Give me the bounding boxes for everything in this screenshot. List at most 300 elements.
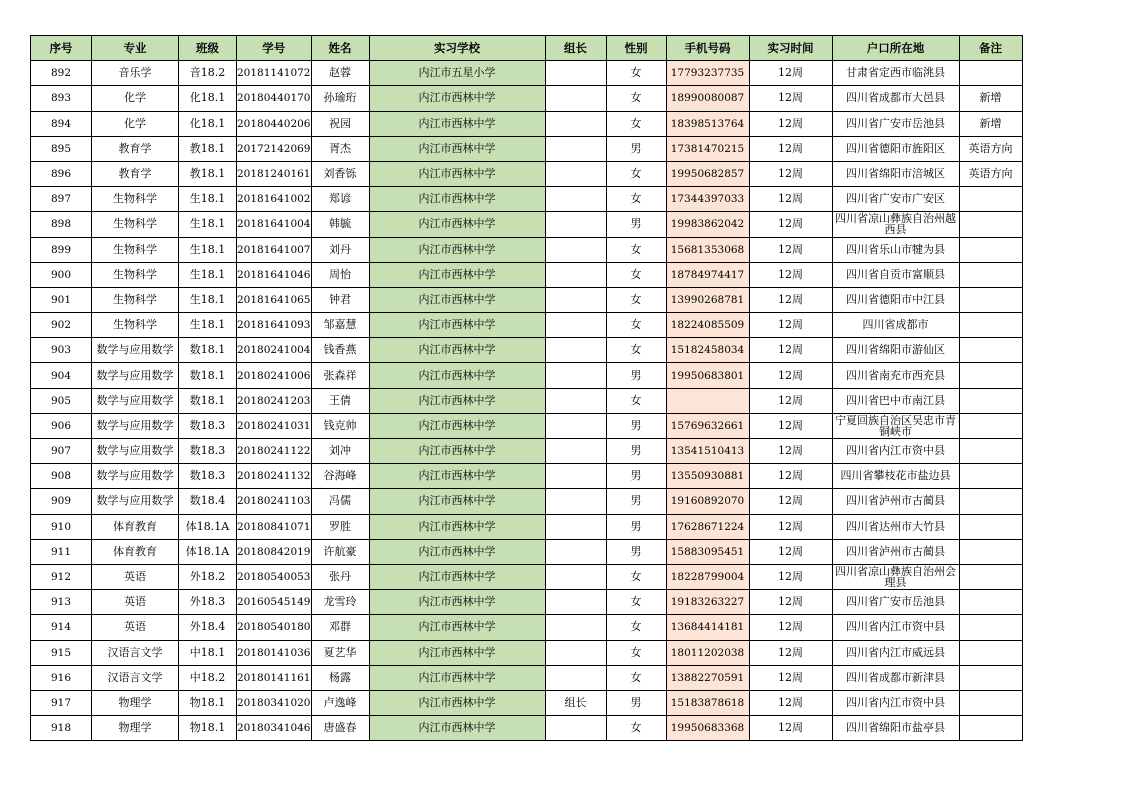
cell-duration: 12周 xyxy=(749,136,832,161)
cell-gender: 女 xyxy=(606,716,666,741)
cell-no: 918 xyxy=(31,716,92,741)
cell-duration: 12周 xyxy=(749,111,832,136)
cell-no: 916 xyxy=(31,665,92,690)
header-cell-class: 班级 xyxy=(179,36,237,61)
cell-gender: 女 xyxy=(606,287,666,312)
table-row xyxy=(31,111,1023,136)
cell-hukou: 四川省凉山彝族自治州会理县 xyxy=(832,564,959,589)
cell-note xyxy=(959,539,1022,564)
cell-name: 钱克帅 xyxy=(311,413,369,438)
table-row xyxy=(31,464,1023,489)
cell-major: 物理学 xyxy=(92,690,179,715)
cell-phone: 19950683801 xyxy=(666,363,749,388)
cell-duration: 12周 xyxy=(749,716,832,741)
cell-gender: 女 xyxy=(606,111,666,136)
cell-hukou: 四川省绵阳市盐亭县 xyxy=(832,716,959,741)
cell-no: 908 xyxy=(31,464,92,489)
cell-note xyxy=(959,413,1022,438)
cell-leader xyxy=(545,262,606,287)
cell-leader xyxy=(545,363,606,388)
cell-school: 内江市西林中学 xyxy=(369,514,545,539)
cell-gender: 女 xyxy=(606,338,666,363)
cell-no: 910 xyxy=(31,514,92,539)
table-row xyxy=(31,262,1023,287)
table-row xyxy=(31,514,1023,539)
cell-major: 生物科学 xyxy=(92,237,179,262)
cell-gender: 男 xyxy=(606,439,666,464)
cell-duration: 12周 xyxy=(749,313,832,338)
cell-gender: 男 xyxy=(606,690,666,715)
table-row xyxy=(31,237,1023,262)
cell-major: 生物科学 xyxy=(92,262,179,287)
cell-duration: 12周 xyxy=(749,287,832,312)
cell-leader: 组长 xyxy=(545,690,606,715)
cell-note: 英语方向 xyxy=(959,136,1022,161)
cell-school: 内江市西林中学 xyxy=(369,212,545,237)
cell-major: 数学与应用数学 xyxy=(92,338,179,363)
header-cell-student-id: 学号 xyxy=(237,36,312,61)
cell-name: 钱香燕 xyxy=(311,338,369,363)
cell-class: 生18.1 xyxy=(179,287,237,312)
cell-school: 内江市西林中学 xyxy=(369,338,545,363)
cell-class: 外18.2 xyxy=(179,564,237,589)
cell-no: 895 xyxy=(31,136,92,161)
header-row xyxy=(31,36,1023,61)
cell-school: 内江市西林中学 xyxy=(369,590,545,615)
cell-leader xyxy=(545,716,606,741)
cell-hukou: 四川省泸州市古蔺县 xyxy=(832,489,959,514)
cell-gender: 男 xyxy=(606,212,666,237)
cell-leader xyxy=(545,640,606,665)
cell-name: 卢逸峰 xyxy=(311,690,369,715)
cell-gender: 女 xyxy=(606,313,666,338)
header-cell-major: 专业 xyxy=(92,36,179,61)
cell-school: 内江市西林中学 xyxy=(369,640,545,665)
table-row xyxy=(31,187,1023,212)
cell-student-id: 20180241031 xyxy=(237,413,312,438)
header-cell-school: 实习学校 xyxy=(369,36,545,61)
cell-no: 898 xyxy=(31,212,92,237)
header-cell-no: 序号 xyxy=(31,36,92,61)
cell-duration: 12周 xyxy=(749,564,832,589)
cell-name: 王倩 xyxy=(311,388,369,413)
table-row xyxy=(31,313,1023,338)
cell-duration: 12周 xyxy=(749,640,832,665)
cell-no: 903 xyxy=(31,338,92,363)
cell-student-id: 20181641004 xyxy=(237,212,312,237)
cell-hukou: 四川省广安市岳池县 xyxy=(832,111,959,136)
cell-phone: 18990080087 xyxy=(666,86,749,111)
table-row xyxy=(31,413,1023,438)
cell-gender: 男 xyxy=(606,489,666,514)
cell-phone: 15183878618 xyxy=(666,690,749,715)
cell-duration: 12周 xyxy=(749,61,832,86)
cell-hukou: 四川省成都市大邑县 xyxy=(832,86,959,111)
cell-class: 数18.4 xyxy=(179,489,237,514)
cell-class: 中18.1 xyxy=(179,640,237,665)
cell-name: 张丹 xyxy=(311,564,369,589)
cell-note xyxy=(959,187,1022,212)
cell-phone: 19160892070 xyxy=(666,489,749,514)
cell-note: 英语方向 xyxy=(959,161,1022,186)
cell-leader xyxy=(545,514,606,539)
cell-class: 数18.1 xyxy=(179,363,237,388)
internship-table xyxy=(30,35,1023,741)
cell-note xyxy=(959,590,1022,615)
cell-gender: 女 xyxy=(606,590,666,615)
cell-phone: 15681353068 xyxy=(666,237,749,262)
cell-hukou: 四川省凉山彝族自治州越西县 xyxy=(832,212,959,237)
cell-class: 数18.3 xyxy=(179,439,237,464)
cell-class: 教18.1 xyxy=(179,136,237,161)
cell-student-id: 20180841071 xyxy=(237,514,312,539)
cell-hukou: 四川省攀枝花市盐边县 xyxy=(832,464,959,489)
cell-duration: 12周 xyxy=(749,514,832,539)
table-row xyxy=(31,212,1023,237)
table-row xyxy=(31,564,1023,589)
cell-no: 907 xyxy=(31,439,92,464)
cell-gender: 男 xyxy=(606,514,666,539)
cell-school: 内江市西林中学 xyxy=(369,363,545,388)
cell-note xyxy=(959,615,1022,640)
cell-duration: 12周 xyxy=(749,464,832,489)
cell-name: 唐盛春 xyxy=(311,716,369,741)
cell-note xyxy=(959,313,1022,338)
cell-note xyxy=(959,388,1022,413)
header-cell-leader: 组长 xyxy=(545,36,606,61)
cell-name: 周怡 xyxy=(311,262,369,287)
cell-duration: 12周 xyxy=(749,187,832,212)
cell-hukou: 四川省绵阳市涪城区 xyxy=(832,161,959,186)
cell-hukou: 四川省泸州市古蔺县 xyxy=(832,539,959,564)
cell-leader xyxy=(545,413,606,438)
cell-school: 内江市西林中学 xyxy=(369,161,545,186)
cell-name: 刘丹 xyxy=(311,237,369,262)
cell-school: 内江市西林中学 xyxy=(369,615,545,640)
cell-student-id: 20180440170 xyxy=(237,86,312,111)
cell-major: 生物科学 xyxy=(92,187,179,212)
table-row xyxy=(31,690,1023,715)
cell-leader xyxy=(545,161,606,186)
cell-school: 内江市西林中学 xyxy=(369,564,545,589)
table-row xyxy=(31,161,1023,186)
cell-class: 数18.1 xyxy=(179,388,237,413)
cell-leader xyxy=(545,287,606,312)
cell-leader xyxy=(545,388,606,413)
cell-major: 英语 xyxy=(92,590,179,615)
cell-student-id: 20160545149 xyxy=(237,590,312,615)
cell-no: 899 xyxy=(31,237,92,262)
cell-major: 生物科学 xyxy=(92,212,179,237)
cell-school: 内江市西林中学 xyxy=(369,439,545,464)
table-row xyxy=(31,615,1023,640)
cell-class: 物18.1 xyxy=(179,690,237,715)
cell-student-id: 20180440206 xyxy=(237,111,312,136)
cell-name: 郑谚 xyxy=(311,187,369,212)
cell-school: 内江市西林中学 xyxy=(369,86,545,111)
cell-leader xyxy=(545,665,606,690)
cell-name: 邓群 xyxy=(311,615,369,640)
cell-school: 内江市西林中学 xyxy=(369,690,545,715)
cell-note xyxy=(959,212,1022,237)
cell-major: 数学与应用数学 xyxy=(92,363,179,388)
cell-school: 内江市西林中学 xyxy=(369,187,545,212)
table-row xyxy=(31,539,1023,564)
cell-class: 外18.4 xyxy=(179,615,237,640)
cell-no: 911 xyxy=(31,539,92,564)
cell-student-id: 20181641007 xyxy=(237,237,312,262)
cell-no: 900 xyxy=(31,262,92,287)
cell-leader xyxy=(545,439,606,464)
cell-gender: 女 xyxy=(606,187,666,212)
cell-class: 生18.1 xyxy=(179,237,237,262)
cell-school: 内江市西林中学 xyxy=(369,489,545,514)
cell-student-id: 20180241006 xyxy=(237,363,312,388)
cell-no: 902 xyxy=(31,313,92,338)
cell-name: 夏艺华 xyxy=(311,640,369,665)
cell-name: 邹嘉慧 xyxy=(311,313,369,338)
cell-hukou: 四川省成都市 xyxy=(832,313,959,338)
cell-phone: 18228799004 xyxy=(666,564,749,589)
cell-note xyxy=(959,690,1022,715)
cell-duration: 12周 xyxy=(749,338,832,363)
cell-no: 901 xyxy=(31,287,92,312)
cell-student-id: 20180241132 xyxy=(237,464,312,489)
cell-note xyxy=(959,464,1022,489)
cell-duration: 12周 xyxy=(749,212,832,237)
table-row xyxy=(31,86,1023,111)
cell-school: 内江市五星小学 xyxy=(369,61,545,86)
cell-school: 内江市西林中学 xyxy=(369,237,545,262)
cell-gender: 女 xyxy=(606,615,666,640)
header-cell-gender: 性别 xyxy=(606,36,666,61)
cell-name: 许航豪 xyxy=(311,539,369,564)
cell-duration: 12周 xyxy=(749,86,832,111)
cell-no: 897 xyxy=(31,187,92,212)
header-cell-phone: 手机号码 xyxy=(666,36,749,61)
table-row xyxy=(31,363,1023,388)
cell-major: 化学 xyxy=(92,86,179,111)
cell-duration: 12周 xyxy=(749,388,832,413)
cell-phone: 19950683368 xyxy=(666,716,749,741)
cell-major: 生物科学 xyxy=(92,313,179,338)
cell-student-id: 20181641046 xyxy=(237,262,312,287)
cell-phone: 18784974417 xyxy=(666,262,749,287)
cell-duration: 12周 xyxy=(749,489,832,514)
cell-major: 数学与应用数学 xyxy=(92,413,179,438)
cell-note xyxy=(959,262,1022,287)
cell-major: 音乐学 xyxy=(92,61,179,86)
cell-hukou: 四川省成都市新津县 xyxy=(832,665,959,690)
cell-school: 内江市西林中学 xyxy=(369,539,545,564)
cell-note xyxy=(959,514,1022,539)
cell-no: 904 xyxy=(31,363,92,388)
cell-student-id: 20181641002 xyxy=(237,187,312,212)
cell-hukou: 四川省广安市岳池县 xyxy=(832,590,959,615)
cell-phone: 15182458034 xyxy=(666,338,749,363)
cell-student-id: 20181240161 xyxy=(237,161,312,186)
cell-major: 物理学 xyxy=(92,716,179,741)
table-row xyxy=(31,439,1023,464)
cell-note xyxy=(959,640,1022,665)
cell-gender: 女 xyxy=(606,86,666,111)
cell-leader xyxy=(545,111,606,136)
cell-student-id: 20180842019 xyxy=(237,539,312,564)
cell-no: 909 xyxy=(31,489,92,514)
header-cell-hukou: 户口所在地 xyxy=(832,36,959,61)
cell-hukou: 四川省内江市威远县 xyxy=(832,640,959,665)
cell-gender: 女 xyxy=(606,388,666,413)
cell-student-id: 20181141072 xyxy=(237,61,312,86)
cell-phone: 17344397033 xyxy=(666,187,749,212)
cell-duration: 12周 xyxy=(749,262,832,287)
cell-duration: 12周 xyxy=(749,615,832,640)
cell-note: 新增 xyxy=(959,111,1022,136)
cell-class: 体18.1A xyxy=(179,514,237,539)
table-row xyxy=(31,61,1023,86)
cell-student-id: 20180241103 xyxy=(237,489,312,514)
cell-phone: 13990268781 xyxy=(666,287,749,312)
cell-phone: 17381470215 xyxy=(666,136,749,161)
cell-gender: 女 xyxy=(606,61,666,86)
cell-no: 906 xyxy=(31,413,92,438)
cell-student-id: 20181641093 xyxy=(237,313,312,338)
cell-phone xyxy=(666,388,749,413)
cell-class: 中18.2 xyxy=(179,665,237,690)
cell-major: 汉语言文学 xyxy=(92,665,179,690)
cell-note xyxy=(959,338,1022,363)
cell-class: 物18.1 xyxy=(179,716,237,741)
cell-leader xyxy=(545,615,606,640)
cell-leader xyxy=(545,187,606,212)
cell-major: 化学 xyxy=(92,111,179,136)
cell-leader xyxy=(545,86,606,111)
cell-gender: 女 xyxy=(606,665,666,690)
cell-note xyxy=(959,363,1022,388)
cell-class: 数18.1 xyxy=(179,338,237,363)
cell-name: 罗胜 xyxy=(311,514,369,539)
cell-note xyxy=(959,489,1022,514)
cell-class: 化18.1 xyxy=(179,86,237,111)
cell-phone: 13882270591 xyxy=(666,665,749,690)
cell-gender: 男 xyxy=(606,464,666,489)
cell-leader xyxy=(545,564,606,589)
cell-major: 生物科学 xyxy=(92,287,179,312)
cell-duration: 12周 xyxy=(749,539,832,564)
cell-duration: 12周 xyxy=(749,161,832,186)
cell-leader xyxy=(545,61,606,86)
cell-gender: 女 xyxy=(606,161,666,186)
cell-name: 孙瑜珩 xyxy=(311,86,369,111)
cell-leader xyxy=(545,489,606,514)
cell-hukou: 四川省德阳市旌阳区 xyxy=(832,136,959,161)
cell-no: 905 xyxy=(31,388,92,413)
cell-duration: 12周 xyxy=(749,439,832,464)
cell-duration: 12周 xyxy=(749,590,832,615)
cell-class: 体18.1A xyxy=(179,539,237,564)
cell-duration: 12周 xyxy=(749,237,832,262)
table-row xyxy=(31,590,1023,615)
cell-name: 杨露 xyxy=(311,665,369,690)
header-cell-name: 姓名 xyxy=(311,36,369,61)
cell-phone: 15769632661 xyxy=(666,413,749,438)
cell-phone: 18224085509 xyxy=(666,313,749,338)
cell-name: 胥杰 xyxy=(311,136,369,161)
cell-class: 音18.2 xyxy=(179,61,237,86)
cell-student-id: 20180241203 xyxy=(237,388,312,413)
cell-no: 892 xyxy=(31,61,92,86)
cell-class: 生18.1 xyxy=(179,212,237,237)
table-row xyxy=(31,388,1023,413)
cell-name: 刘冲 xyxy=(311,439,369,464)
cell-major: 教育学 xyxy=(92,136,179,161)
cell-class: 数18.3 xyxy=(179,464,237,489)
cell-leader xyxy=(545,237,606,262)
cell-note xyxy=(959,287,1022,312)
cell-major: 教育学 xyxy=(92,161,179,186)
cell-name: 冯儒 xyxy=(311,489,369,514)
cell-leader xyxy=(545,590,606,615)
cell-phone: 17628671224 xyxy=(666,514,749,539)
cell-name: 赵蓉 xyxy=(311,61,369,86)
cell-phone: 13541510413 xyxy=(666,439,749,464)
cell-phone: 13550930881 xyxy=(666,464,749,489)
cell-major: 数学与应用数学 xyxy=(92,464,179,489)
cell-hukou: 四川省内江市资中县 xyxy=(832,615,959,640)
cell-hukou: 四川省绵阳市游仙区 xyxy=(832,338,959,363)
cell-leader xyxy=(545,136,606,161)
cell-duration: 12周 xyxy=(749,363,832,388)
cell-school: 内江市西林中学 xyxy=(369,716,545,741)
cell-major: 数学与应用数学 xyxy=(92,388,179,413)
cell-class: 外18.3 xyxy=(179,590,237,615)
cell-note xyxy=(959,439,1022,464)
cell-note: 新增 xyxy=(959,86,1022,111)
cell-class: 生18.1 xyxy=(179,187,237,212)
table-row xyxy=(31,338,1023,363)
cell-no: 915 xyxy=(31,640,92,665)
cell-student-id: 20180141036 xyxy=(237,640,312,665)
cell-class: 生18.1 xyxy=(179,262,237,287)
cell-hukou: 四川省自贡市富顺县 xyxy=(832,262,959,287)
table-row xyxy=(31,716,1023,741)
cell-student-id: 20172142069 xyxy=(237,136,312,161)
cell-leader xyxy=(545,338,606,363)
cell-no: 894 xyxy=(31,111,92,136)
cell-student-id: 20180241122 xyxy=(237,439,312,464)
cell-phone: 19950682857 xyxy=(666,161,749,186)
cell-phone: 19983862042 xyxy=(666,212,749,237)
cell-phone: 18011202038 xyxy=(666,640,749,665)
cell-major: 数学与应用数学 xyxy=(92,489,179,514)
cell-hukou: 四川省南充市西充县 xyxy=(832,363,959,388)
cell-school: 内江市西林中学 xyxy=(369,262,545,287)
table-row xyxy=(31,136,1023,161)
cell-major: 英语 xyxy=(92,615,179,640)
cell-school: 内江市西林中学 xyxy=(369,136,545,161)
cell-no: 914 xyxy=(31,615,92,640)
cell-gender: 女 xyxy=(606,237,666,262)
cell-hukou: 四川省乐山市犍为县 xyxy=(832,237,959,262)
cell-student-id: 20180341020 xyxy=(237,690,312,715)
cell-student-id: 20180341046 xyxy=(237,716,312,741)
header-cell-duration: 实习时间 xyxy=(749,36,832,61)
cell-school: 内江市西林中学 xyxy=(369,388,545,413)
cell-name: 韩毓 xyxy=(311,212,369,237)
cell-gender: 女 xyxy=(606,262,666,287)
cell-duration: 12周 xyxy=(749,665,832,690)
cell-duration: 12周 xyxy=(749,690,832,715)
